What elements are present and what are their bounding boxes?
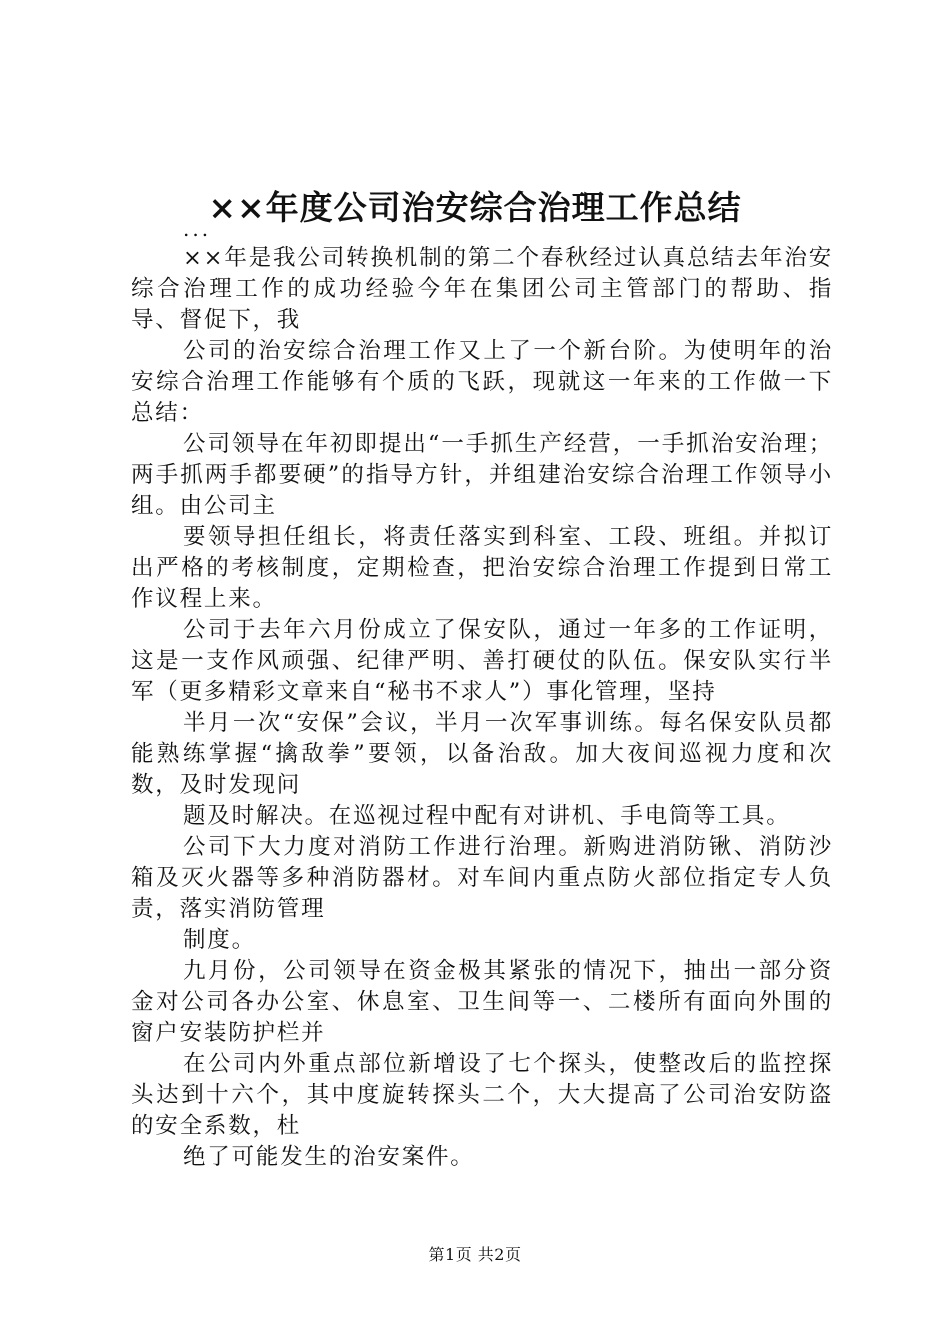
paragraph: 公司下大力度对消防工作进行治理。新购进消防锹、消防沙箱及灭火器等多种消防器材。对车间内重点防火部位指定专人负责，落实消防管理 [131, 834, 833, 922]
paragraph: 绝了可能发生的治安案件。 [183, 1144, 475, 1170]
paragraph: 九月份，公司领导在资金极其紧张的情况下，抽出一部分资金对公司各办公室、休息室、卫生间等一、二楼所有面向外围的窗户安装防护栏并 [131, 958, 833, 1046]
document-body [131, 243, 833, 1173]
paragraph: 半月一次“安保”会议，半月一次军事训练。每名保安队员都能熟练掌握“擒敌拳”要领，以备治敌。加大夜间巡视力度和次数，及时发现问 [131, 710, 833, 798]
paragraph: 公司于去年六月份成立了保安队，通过一年多的工作证明，这是一支作风顽强、纪律严明、善打硬仗的队伍。保安队实行半军（更多精彩文章来自“秘书不求人”）事化管理，坚持 [131, 617, 833, 705]
paragraph: 要领导担任组长，将责任落实到科室、工段、班组。并拟订出严格的考核制度，定期检查，把治安综合治理工作提到日常工作议程上来。 [131, 524, 833, 612]
paragraph: ××年是我公司转换机制的第二个春秋经过认真总结去年治安综合治理工作的成功经验今年在集团公司主管部门的帮助、指导、督促下，我 [131, 245, 833, 333]
paragraph: 公司的治安综合治理工作又上了一个新台阶。为使明年的治安综合治理工作能够有个质的飞跃，现就这一年来的工作做一下总结： [131, 338, 833, 426]
paragraph: 在公司内外重点部位新增设了七个探头，使整改后的监控探头达到十六个，其中度旋转探头二个，大大提高了公司治安防盗的安全系数，杜 [131, 1051, 833, 1139]
page-footer: 第1页 共2页 [428, 1245, 522, 1264]
ellipsis-marker: ... [183, 217, 212, 241]
document-title: ××年度公司治安综合治理工作总结 [208, 188, 742, 227]
paragraph: 公司领导在年初即提出“一手抓生产经营，一手抓治安治理；两手抓两手都要硬”的指导方针，并组建治安综合治理工作领导小组。由公司主 [131, 431, 833, 519]
paragraph: 题及时解决。在巡视过程中配有对讲机、手电筒等工具。 [183, 803, 791, 829]
paragraph: 制度。 [183, 927, 256, 953]
